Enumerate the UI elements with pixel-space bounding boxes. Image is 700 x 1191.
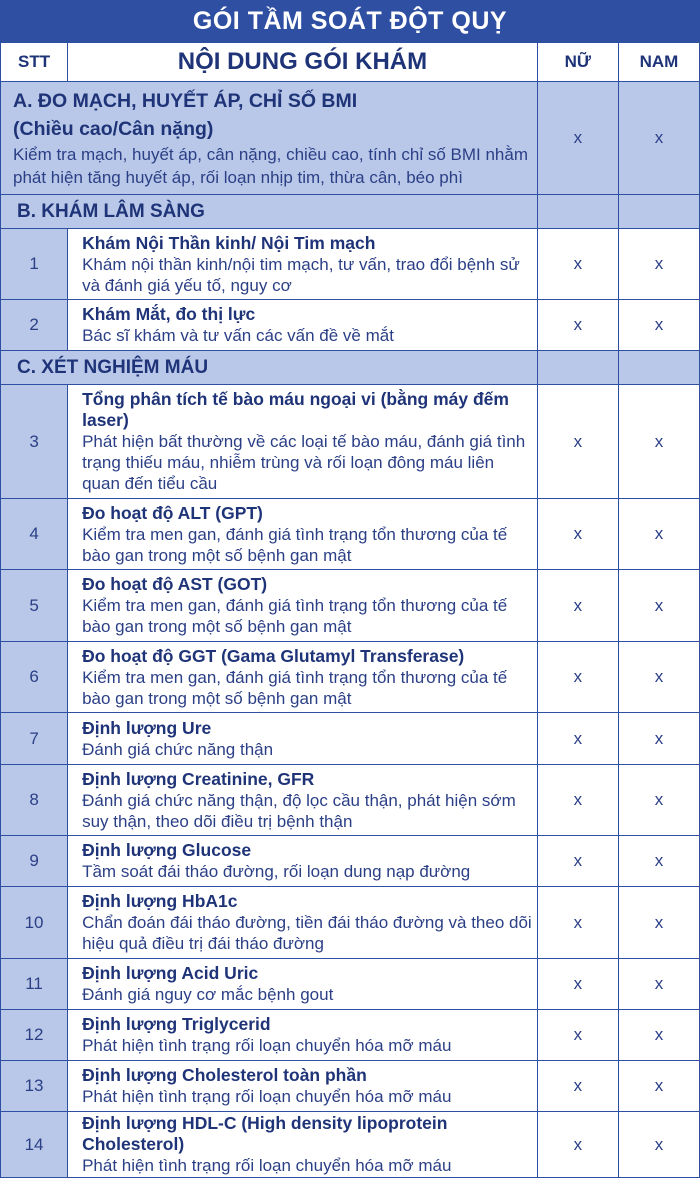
item-title: Đo hoạt độ AST (GOT) [82,574,268,594]
table-row [1,570,700,642]
row-number: 4 [1,499,68,570]
female-mark: x [537,765,618,836]
row-number: 2 [1,300,68,351]
female-mark: x [537,887,618,959]
row-content [68,300,538,351]
male-mark: x [618,82,699,195]
row-number: 3 [1,385,68,499]
male-mark: x [618,642,699,713]
item-desc: Kiểm tra men gan, đánh giá tình trạng tổn thương của tế bào gan trong một số bệnh gan mật [82,596,508,636]
section-b-header [1,195,700,229]
table-row [1,642,700,713]
row-content [68,836,538,887]
row-content [68,765,538,836]
row-number: 5 [1,570,68,642]
header-content: NỘI DUNG GÓI KHÁM [68,43,538,82]
item-title: Định lượng Triglycerid [82,1014,271,1034]
table-row [1,1010,700,1061]
row-content [68,1010,538,1061]
row-number: 12 [1,1010,68,1061]
row-number: 10 [1,887,68,959]
table-row [1,229,700,300]
table-row [1,499,700,570]
female-mark: x [537,959,618,1010]
section-a-title: A. ĐO MẠCH, HUYẾT ÁP, CHỈ SỐ BMI [13,90,358,112]
section-b-male-cell [618,195,699,229]
section-c-label: C. XÉT NGHIỆM MÁU [1,351,538,385]
table-row [1,765,700,836]
female-mark: x [537,836,618,887]
male-mark: x [618,1112,699,1178]
page-title: GÓI TẦM SOÁT ĐỘT QUỴ [0,0,700,42]
male-mark: x [618,1061,699,1112]
row-content [68,959,538,1010]
section-a-content [1,82,538,195]
female-mark: x [537,642,618,713]
item-title: Định lượng Creatinine, GFR [82,768,315,789]
item-title: Khám Nội Thần kinh/ Nội Tim mạch [82,232,376,253]
item-title: Định lượng Glucose [82,840,252,860]
item-title: Định lượng HbA1c [82,891,238,911]
male-mark: x [618,836,699,887]
item-desc: Khám nội thần kinh/nội tim mạch, tư vấn, trao đổi bệnh sử và đánh giá yếu tố, nguy cơ [82,254,520,295]
section-c-female-cell [537,351,618,385]
female-mark: x [537,82,618,195]
male-mark: x [618,887,699,959]
item-title: Đo hoạt độ GGT (Gama Glutamyl Transferase) [82,645,465,666]
male-mark: x [618,959,699,1010]
package-table [0,42,700,1178]
female-mark: x [537,1061,618,1112]
section-a-subtitle: (Chiều cao/Cân nặng) [13,118,214,140]
row-content [68,385,538,499]
item-desc: Kiểm tra men gan, đánh giá tình trạng tổn thương của tế bào gan trong một số bệnh gan mật [82,524,508,565]
item-desc: Bác sĩ khám và tư vấn các vấn đề về mắt [82,326,394,345]
male-mark: x [618,570,699,642]
male-mark: x [618,765,699,836]
section-a-desc: Kiểm tra mạch, huyết áp, cân nặng, chiều cao, tính chỉ số BMI nhằm phát hiện tăng huyết áp, rối loạn nhịp tim, thừa cân, béo phì [13,145,528,187]
row-content [68,642,538,713]
female-mark: x [537,300,618,351]
item-title: Định lượng HDL-C (High density lipoprotein Cholesterol) [82,1113,448,1154]
item-desc: Đánh giá nguy cơ mắc bệnh gout [82,985,334,1004]
item-title: Định lượng Ure [82,717,212,738]
header-male: NAM [618,43,699,82]
table-row [1,1112,700,1178]
male-mark: x [618,1010,699,1061]
item-title: Định lượng Cholesterol toàn phần [82,1065,367,1085]
row-content [68,1061,538,1112]
female-mark: x [537,570,618,642]
row-number: 9 [1,836,68,887]
table-row [1,1061,700,1112]
item-desc: Đánh giá chức năng thận [82,739,274,759]
female-mark: x [537,713,618,765]
section-c-male-cell [618,351,699,385]
item-desc: Kiểm tra men gan, đánh giá tình trạng tổn thương của tế bào gan trong một số bệnh gan mật [82,667,508,708]
table-row [1,836,700,887]
female-mark: x [537,385,618,499]
row-number: 8 [1,765,68,836]
row-content [68,887,538,959]
table-row [1,300,700,351]
item-title: Tổng phân tích tế bào máu ngoại vi (bằng máy đếm laser) [82,389,509,430]
item-desc: Phát hiện tình trạng rối loạn chuyển hóa mỡ máu [82,1156,452,1175]
header-female: NỮ [537,43,618,82]
row-number: 6 [1,642,68,713]
male-mark: x [618,385,699,499]
item-desc: Phát hiện tình trạng rối loạn chuyển hóa mỡ máu [82,1087,452,1106]
section-c-header [1,351,700,385]
female-mark: x [537,499,618,570]
item-desc: Phát hiện tình trạng rối loạn chuyển hóa mỡ máu [82,1036,452,1055]
male-mark: x [618,300,699,351]
table-row [1,959,700,1010]
female-mark: x [537,1010,618,1061]
header-stt: STT [1,43,68,82]
row-content [68,713,538,765]
row-content [68,229,538,300]
table-header-row [1,43,700,82]
table-row [1,887,700,959]
item-title: Đo hoạt độ ALT (GPT) [82,502,263,523]
row-number: 11 [1,959,68,1010]
female-mark: x [537,229,618,300]
item-desc: Phát hiện bất thường về các loại tế bào máu, đánh giá tình trạng thiếu máu, nhiễm trùng và rối loạn đông máu liên quan đến tiểu cầu [82,432,526,493]
table-row [1,713,700,765]
section-a-row [1,82,700,195]
item-title: Định lượng Acid Uric [82,963,259,983]
section-b-female-cell [537,195,618,229]
table-row [1,385,700,499]
section-b-label: B. KHÁM LÂM SÀNG [1,195,538,229]
row-content [68,570,538,642]
item-title: Khám Mắt, đo thị lực [82,304,256,324]
item-desc: Đánh giá chức năng thận, độ lọc cầu thận, phát hiện sớm suy thận, theo dõi điều trị bệnh thận [82,790,516,831]
row-content [68,1112,538,1178]
row-number: 13 [1,1061,68,1112]
row-number: 7 [1,713,68,765]
row-number: 1 [1,229,68,300]
male-mark: x [618,499,699,570]
row-number: 14 [1,1112,68,1178]
female-mark: x [537,1112,618,1178]
row-content [68,499,538,570]
male-mark: x [618,229,699,300]
male-mark: x [618,713,699,765]
item-desc: Chẩn đoán đái tháo đường, tiền đái tháo đường và theo dõi hiệu quả điều trị đái tháo đường [82,913,532,953]
item-desc: Tầm soát đái tháo đường, rối loạn dung nạp đường [82,862,471,881]
